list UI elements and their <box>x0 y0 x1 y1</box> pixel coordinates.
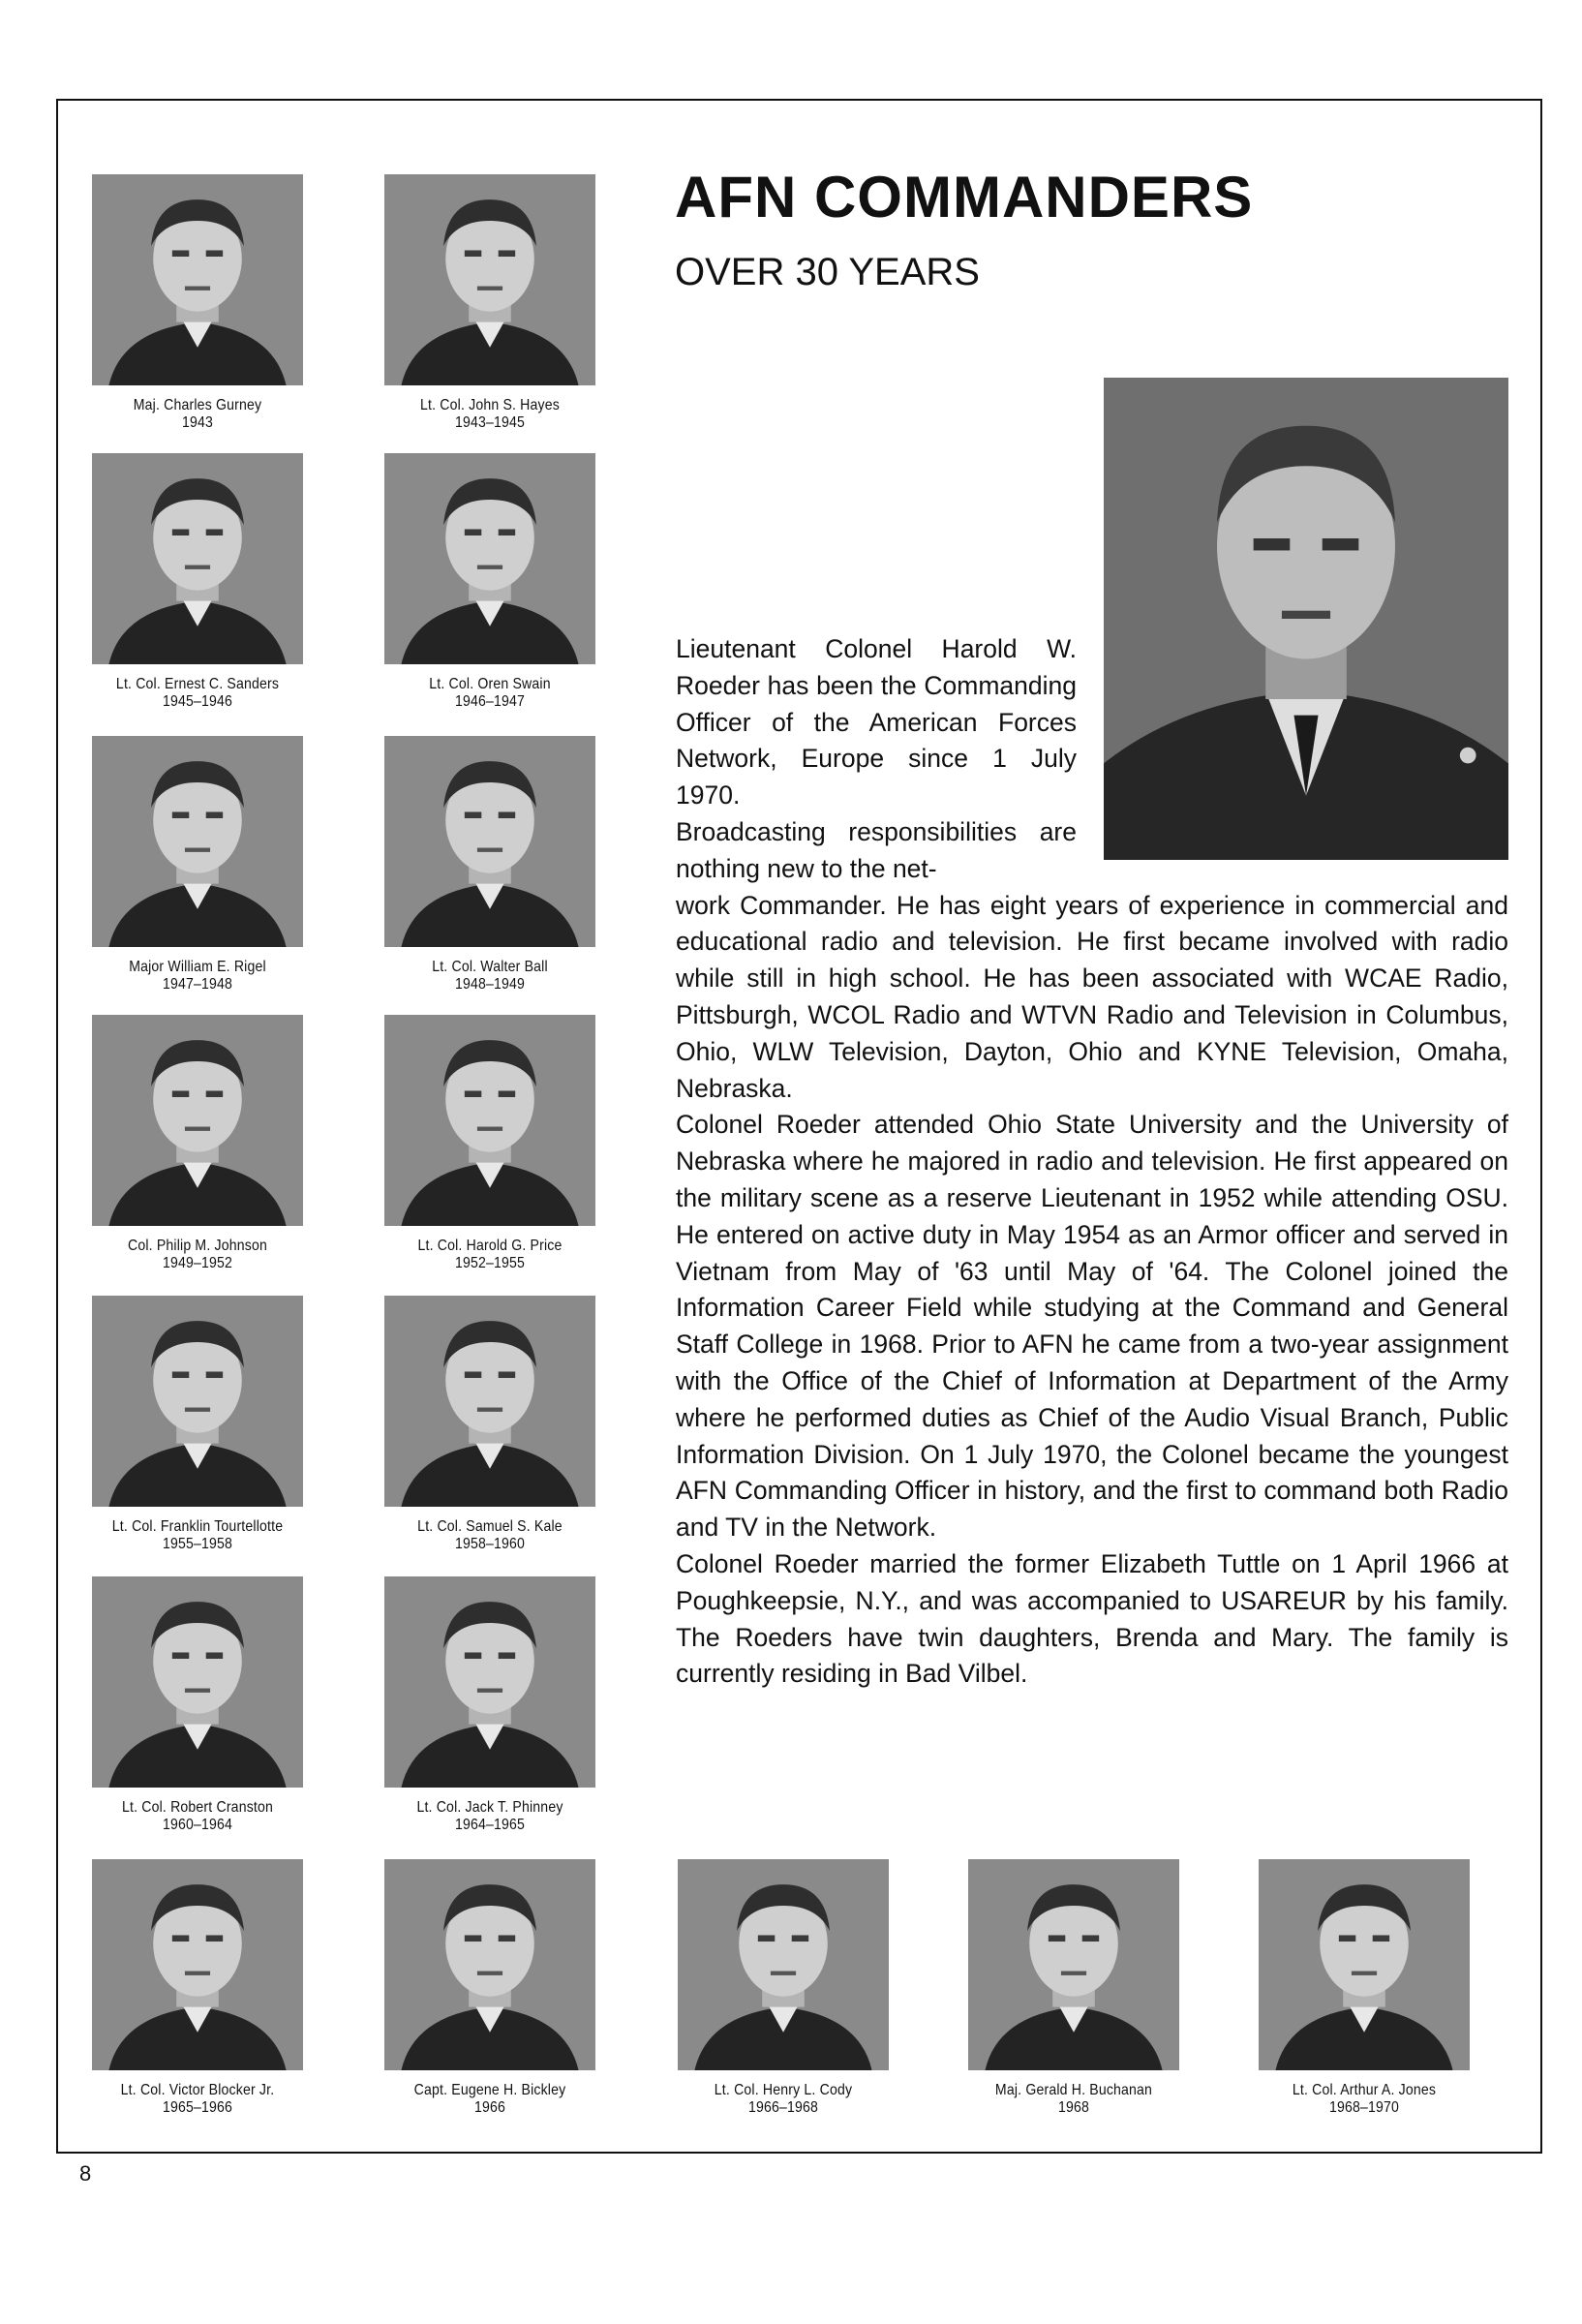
portrait-philip-johnson <box>92 1015 303 1272</box>
commander-caption <box>105 397 290 432</box>
commander-caption <box>105 676 290 711</box>
commander-name: Maj. Gerald H. Buchanan <box>994 2082 1153 2098</box>
portrait-franklin-tourtellotte <box>92 1296 303 1553</box>
portrait-charles-gurney <box>92 174 303 432</box>
commander-photo <box>92 1296 303 1507</box>
portrait-harold-price <box>384 1015 595 1272</box>
commander-photo <box>968 1859 1179 2070</box>
commander-years: 1952–1955 <box>454 1255 526 1271</box>
commander-years: 1964–1965 <box>454 1817 526 1833</box>
commander-name: Lt. Col. Franklin Tourtellotte <box>111 1518 284 1535</box>
bio-paragraph-4: Colonel Roeder married the former Elizabeth Tuttle on 1 April 1966 at Poughkeepsie, N.Y., and was accompanied to USAREUR by his family. The Roeders have twin daughters, Brenda and Mary. The family is currently residing in Bad Vilbel. <box>676 1548 1508 1689</box>
commander-name: Lt. Col. Arthur A. Jones <box>1292 2082 1437 2098</box>
commander-years: 1948–1949 <box>454 976 526 993</box>
commander-photo <box>384 736 595 947</box>
commander-caption <box>105 1238 290 1272</box>
commander-photo <box>92 174 303 385</box>
commander-photo <box>92 1859 303 2070</box>
commander-name: Col. Philip M. Johnson <box>128 1238 267 1254</box>
commander-name: Lt. Col. Oren Swain <box>429 676 551 692</box>
commander-photo <box>92 736 303 947</box>
commander-name: Lt. Col. Henry L. Cody <box>714 2082 853 2098</box>
commander-years: 1968 <box>1057 2099 1090 2116</box>
commander-name: Lt. Col. Walter Ball <box>432 959 548 975</box>
page-number: 8 <box>79 2161 92 2186</box>
commander-caption <box>105 2082 290 2117</box>
commander-name: Lt. Col. Robert Cranston <box>121 1799 274 1816</box>
page-subtitle: OVER 30 YEARS <box>675 251 980 293</box>
commander-caption <box>397 397 583 432</box>
commander-photo <box>384 174 595 385</box>
portrait-arthur-jones <box>1259 1859 1470 2117</box>
commander-photo <box>92 453 303 664</box>
portrait-john-hayes <box>384 174 595 432</box>
commander-photo <box>92 1576 303 1788</box>
commander-years: 1947–1948 <box>162 976 233 993</box>
commander-photo <box>384 1859 595 2070</box>
commander-name: Lt. Col. John S. Hayes <box>420 397 560 413</box>
commander-caption <box>397 676 583 711</box>
commander-years: 1958–1960 <box>454 1536 526 1552</box>
commander-biography <box>676 631 1508 1693</box>
commander-name: Capt. Eugene H. Bickley <box>413 2082 566 2098</box>
commander-name: Lt. Col. Jack T. Phinney <box>416 1799 563 1816</box>
commander-years: 1945–1946 <box>162 693 233 710</box>
portrait-eugene-bickley <box>384 1859 595 2117</box>
portrait-jack-phinney <box>384 1576 595 1834</box>
commander-years: 1966–1968 <box>747 2099 819 2116</box>
bio-paragraph-1: Lieutenant Colonel Harold W. Roeder has been the Commanding Officer of the American Forces Network, Europe since 1 July 1970. <box>676 634 1077 810</box>
commander-caption <box>690 2082 876 2117</box>
page-title: AFN COMMANDERS <box>675 165 1254 229</box>
portrait-gerald-buchanan <box>968 1859 1179 2117</box>
commander-name: Major William E. Rigel <box>129 959 266 975</box>
portrait-henry-cody <box>678 1859 889 2117</box>
portrait-victor-blocker <box>92 1859 303 2117</box>
commander-years: 1966 <box>473 2099 506 2116</box>
commander-years: 1955–1958 <box>162 1536 233 1552</box>
commander-caption <box>397 959 583 994</box>
portrait-ernest-sanders <box>92 453 303 711</box>
commander-years: 1943–1945 <box>454 414 526 431</box>
commander-caption <box>105 1799 290 1834</box>
commander-years: 1965–1966 <box>162 2099 233 2116</box>
commander-caption <box>397 1799 583 1834</box>
portrait-robert-cranston <box>92 1576 303 1834</box>
commander-name: Lt. Col. Samuel S. Kale <box>417 1518 563 1535</box>
bio-paragraph-2: work Commander. He has eight years of experience in commercial and educational radio and television. He first became involved with radio while still in high school. He has been associated with WCAE Radio, Pittsburgh, WCOL Radio and WTVN Radio and Television in Columbus, Ohio, WLW Television, Dayton, Ohio and KYNE Television, Omaha, Nebraska. <box>676 890 1508 1103</box>
commander-years: 1946–1947 <box>454 693 526 710</box>
commander-caption <box>1271 2082 1457 2117</box>
commander-caption <box>397 1238 583 1272</box>
commander-caption <box>397 1518 583 1553</box>
bio-paragraph-2-intro: Broadcasting responsibilities are nothing new to the net- <box>676 816 1077 883</box>
commander-years: 1943 <box>181 414 214 431</box>
portrait-oren-swain <box>384 453 595 711</box>
commander-years: 1968–1970 <box>1328 2099 1400 2116</box>
portrait-william-rigel <box>92 736 303 994</box>
commander-photo <box>92 1015 303 1226</box>
bio-paragraph-3: Colonel Roeder attended Ohio State University and the University of Nebraska where he majored in radio and television. He first appeared on the military scene as a reserve Lieutenant in 1952 while attending OSU. He entered on active duty in May 1954 as an Armor officer and served in Vietnam from May of '63 until May of '64. The Colonel joined the Information Career Field while studying at the Command and General Staff College in 1968. Prior to AFN he came from a two-year assignment with the Office of the Chief of Information at Department of the Army where he performed duties as Chief of the Audio Visual Branch, Public Information Division. On 1 July 1970, the Colonel became the youngest AFN Commanding Officer in history, and the first to command both Radio and TV in the Network. <box>676 1110 1508 1543</box>
commander-photo <box>384 1015 595 1226</box>
commander-name: Lt. Col. Ernest C. Sanders <box>115 676 280 692</box>
commander-name: Lt. Col. Victor Blocker Jr. <box>120 2082 275 2098</box>
commander-caption <box>981 2082 1167 2117</box>
portrait-walter-ball <box>384 736 595 994</box>
commander-caption <box>105 959 290 994</box>
commander-caption <box>105 1518 290 1553</box>
commander-photo <box>384 1296 595 1507</box>
commander-name: Maj. Charles Gurney <box>133 397 262 413</box>
commander-photo <box>678 1859 889 2070</box>
commander-photo <box>1259 1859 1470 2070</box>
commander-caption <box>397 2082 583 2117</box>
commander-name: Lt. Col. Harold G. Price <box>417 1238 563 1254</box>
commander-photo <box>384 453 595 664</box>
commander-years: 1960–1964 <box>162 1817 233 1833</box>
portrait-samuel-kale <box>384 1296 595 1553</box>
commander-photo <box>384 1576 595 1788</box>
commander-years: 1949–1952 <box>162 1255 233 1271</box>
